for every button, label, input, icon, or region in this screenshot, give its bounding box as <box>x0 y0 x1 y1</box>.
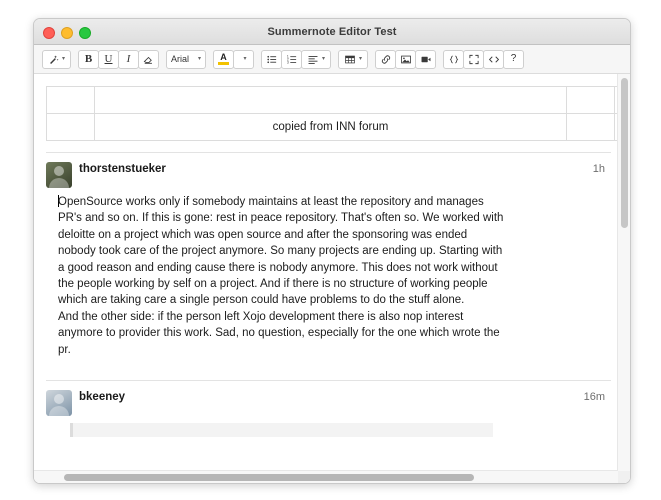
insert-group <box>375 50 436 69</box>
post-paragraph-text: OpenSource works only if somebody maintains at least the repository and manages PR's and so on. If this is gone: rest in peace repository. That's often so. We worked with deloitte on a project which was open source and after the sponsoring was ended nobody took care of the project anymore. So many projects are ending up. Starting with a good reason and ending cause there is nobody anymore. This does not work without the people working by self on a project. And if there is no structure of working people which are taking care a single person could have problems to do the stuff alone. <box>58 196 504 307</box>
post-quote-block <box>70 423 493 437</box>
zoom-button[interactable] <box>79 27 91 39</box>
chevron-down-icon: ▾ <box>322 56 326 62</box>
post-paragraph: And the other side: if the person left Xojo development there is also nop interest anymore to provider this work. Sad, no question, especially for the one which wrote the pr. <box>58 310 500 356</box>
post-author: bkeeney <box>79 391 126 404</box>
fore-color-button[interactable] <box>213 50 234 69</box>
post-header <box>46 390 611 416</box>
post-paragraph <box>58 194 504 309</box>
editor-content[interactable] <box>44 86 618 441</box>
post-author: thorstenstueker <box>79 163 166 175</box>
link-button[interactable] <box>375 50 396 69</box>
font-style-group <box>78 50 159 69</box>
align-left-icon <box>307 54 319 65</box>
numbered-list-icon <box>286 54 298 65</box>
fullscreen-icon <box>468 54 480 65</box>
chevron-down-icon: ▾ <box>198 56 202 62</box>
magic-style-button[interactable] <box>42 50 71 69</box>
video-button[interactable] <box>415 50 436 69</box>
svg-text:2: 2 <box>286 57 289 62</box>
code-view-button[interactable] <box>483 50 504 69</box>
paragraph-align-button[interactable] <box>301 50 331 69</box>
forum-post[interactable] <box>46 380 611 441</box>
bullet-list-icon <box>266 54 278 65</box>
table-cell[interactable] <box>567 87 615 114</box>
close-button[interactable] <box>43 27 55 39</box>
table-cell-text: copied from INN forum <box>272 121 389 133</box>
post-timestamp: 1h <box>592 163 605 175</box>
picture-button[interactable] <box>395 50 416 69</box>
picture-icon <box>400 54 412 65</box>
table-cell[interactable] <box>95 87 567 114</box>
post-header <box>46 162 611 188</box>
view-group <box>443 50 524 69</box>
text-color-icon: A <box>220 52 227 62</box>
content-table[interactable] <box>46 86 630 141</box>
minimize-button[interactable] <box>61 27 73 39</box>
editor-area[interactable] <box>34 74 630 483</box>
magic-wand-icon <box>48 54 59 65</box>
editor-scrollpane <box>34 74 630 471</box>
video-icon <box>420 54 432 65</box>
ordered-list-button[interactable] <box>281 50 302 69</box>
table-cell-merged-text[interactable] <box>95 114 567 141</box>
vertical-scrollbar-thumb[interactable] <box>621 78 628 228</box>
avatar-body <box>49 178 69 188</box>
editor-toolbar <box>34 45 630 74</box>
eraser-button[interactable] <box>138 50 159 69</box>
svg-text:3: 3 <box>286 59 289 64</box>
table-cell[interactable] <box>47 87 95 114</box>
chevron-down-icon: ▾ <box>359 56 363 62</box>
unordered-list-button[interactable] <box>261 50 282 69</box>
application-window <box>33 18 631 484</box>
table-row[interactable] <box>47 87 631 114</box>
font-family-select[interactable] <box>166 50 206 69</box>
braces-icon <box>448 54 460 65</box>
avatar-body <box>49 406 69 416</box>
avatar-face <box>54 394 64 404</box>
chevron-down-icon: ▾ <box>243 56 247 62</box>
table-cell[interactable] <box>567 114 615 141</box>
table-row[interactable] <box>47 114 631 141</box>
forum-post[interactable] <box>46 152 611 362</box>
braces-button[interactable] <box>443 50 464 69</box>
list-group <box>261 50 331 69</box>
fore-color-dropdown[interactable] <box>233 50 254 69</box>
window-controls <box>43 27 91 39</box>
color-swatch <box>218 62 229 65</box>
table-button[interactable] <box>338 50 368 69</box>
underline-button[interactable]: U <box>98 50 119 69</box>
window-titlebar[interactable] <box>34 19 630 45</box>
italic-button[interactable]: I <box>118 50 139 69</box>
scrollbar-corner <box>618 471 630 483</box>
horizontal-scrollbar-thumb[interactable] <box>64 474 474 481</box>
svg-text:1: 1 <box>286 54 289 59</box>
bold-button[interactable]: B <box>78 50 99 69</box>
vertical-scrollbar[interactable] <box>617 74 630 471</box>
table-icon <box>344 54 356 65</box>
eraser-icon <box>143 54 154 65</box>
fullscreen-button[interactable] <box>463 50 484 69</box>
link-icon <box>380 54 392 65</box>
chevron-down-icon: ▾ <box>62 56 66 62</box>
window-title: Summernote Editor Test <box>267 25 397 38</box>
horizontal-scrollbar[interactable] <box>34 470 618 483</box>
avatar <box>46 390 72 416</box>
font-family-label: Arial <box>171 53 190 64</box>
style-group <box>42 50 71 69</box>
table-group <box>338 50 368 69</box>
post-timestamp: 16m <box>583 391 605 404</box>
color-group <box>213 50 254 69</box>
post-body[interactable] <box>58 194 504 358</box>
table-cell[interactable] <box>47 114 95 141</box>
font-name-group <box>166 50 206 69</box>
help-button[interactable]: ? <box>503 50 524 69</box>
avatar-face <box>54 166 64 176</box>
avatar <box>46 162 72 188</box>
code-view-icon <box>488 54 500 65</box>
